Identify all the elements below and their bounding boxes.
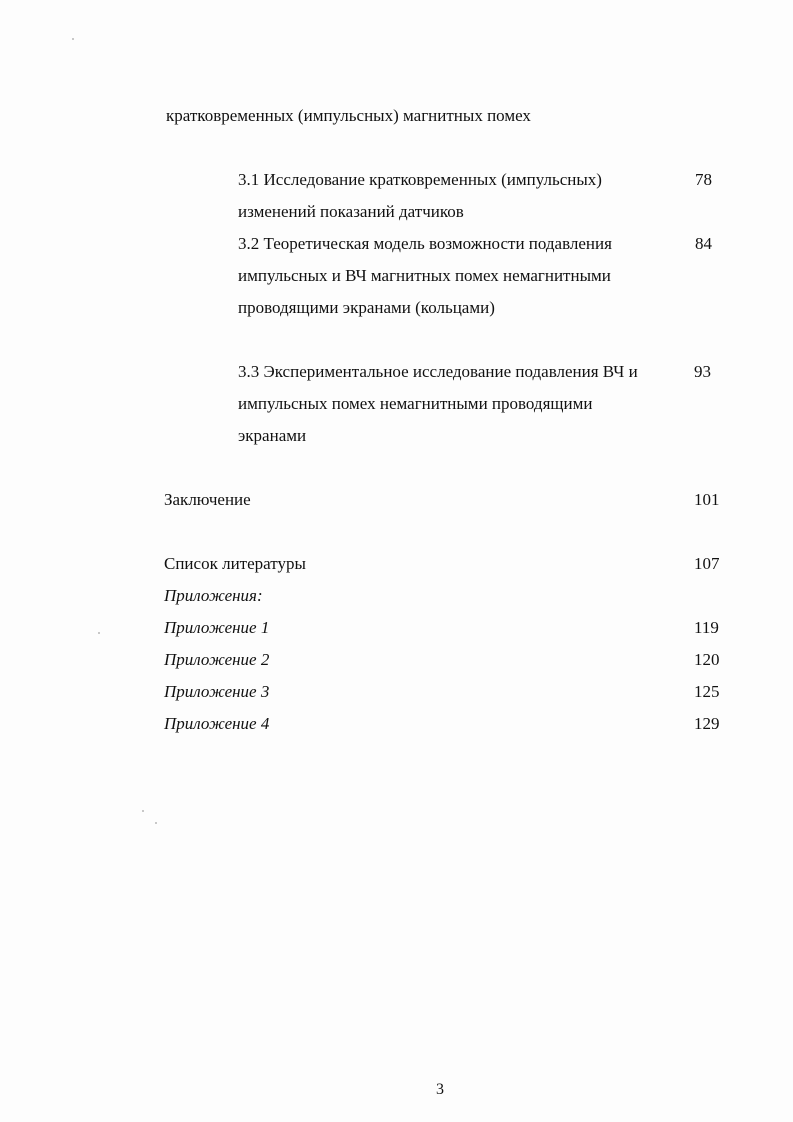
toc-section-3-3-line-2: импульсных помех немагнитными проводящими bbox=[238, 394, 593, 413]
toc-appendix-3-label: Приложение 3 bbox=[164, 682, 270, 701]
scan-speck bbox=[142, 810, 144, 812]
toc-appendix-2-label: Приложение 2 bbox=[164, 650, 270, 669]
toc-section-3-1-page: 78 bbox=[695, 170, 712, 189]
toc-section-3-2-line-2: импульсных и ВЧ магнитных помех немагнитными bbox=[238, 266, 611, 285]
scan-speck bbox=[155, 822, 157, 824]
toc-appendix-3-page: 125 bbox=[694, 682, 720, 701]
toc-appendix-4-page: 129 bbox=[694, 714, 720, 733]
toc-appendix-1-label: Приложение 1 bbox=[164, 618, 270, 637]
scan-speck bbox=[72, 38, 74, 40]
toc-appendix-2-page: 120 bbox=[694, 650, 720, 669]
toc-section-3-3-line-3: экранами bbox=[238, 426, 307, 445]
toc-section-3-2-page: 84 bbox=[695, 234, 712, 253]
page-number: 3 bbox=[436, 1081, 444, 1098]
toc-section-3-1-line-2: изменений показаний датчиков bbox=[238, 202, 464, 221]
toc-appendix-1-page: 119 bbox=[694, 618, 719, 637]
toc-references-label: Список литературы bbox=[164, 554, 306, 573]
toc-references-page: 107 bbox=[694, 554, 720, 573]
toc-appendix-4-label: Приложение 4 bbox=[164, 714, 270, 733]
toc-section-3-2-line-1: 3.2 Теоретическая модель возможности подавления bbox=[238, 234, 612, 253]
toc-conclusion-label: Заключение bbox=[164, 490, 251, 509]
toc-section-3-3-page: 93 bbox=[694, 362, 711, 381]
toc-conclusion-page: 101 bbox=[694, 490, 720, 509]
toc-section-3-3-line-1: 3.3 Экспериментальное исследование подавления ВЧ и bbox=[238, 362, 638, 381]
toc-continuation-line: кратковременных (импульсных) магнитных помех bbox=[166, 106, 531, 125]
toc-section-3-2-line-3: проводящими экранами (кольцами) bbox=[238, 298, 495, 317]
toc-appendices-heading: Приложения: bbox=[164, 586, 263, 605]
scan-speck bbox=[98, 632, 100, 634]
toc-section-3-1-line-1: 3.1 Исследование кратковременных (импульсных) bbox=[238, 170, 602, 189]
